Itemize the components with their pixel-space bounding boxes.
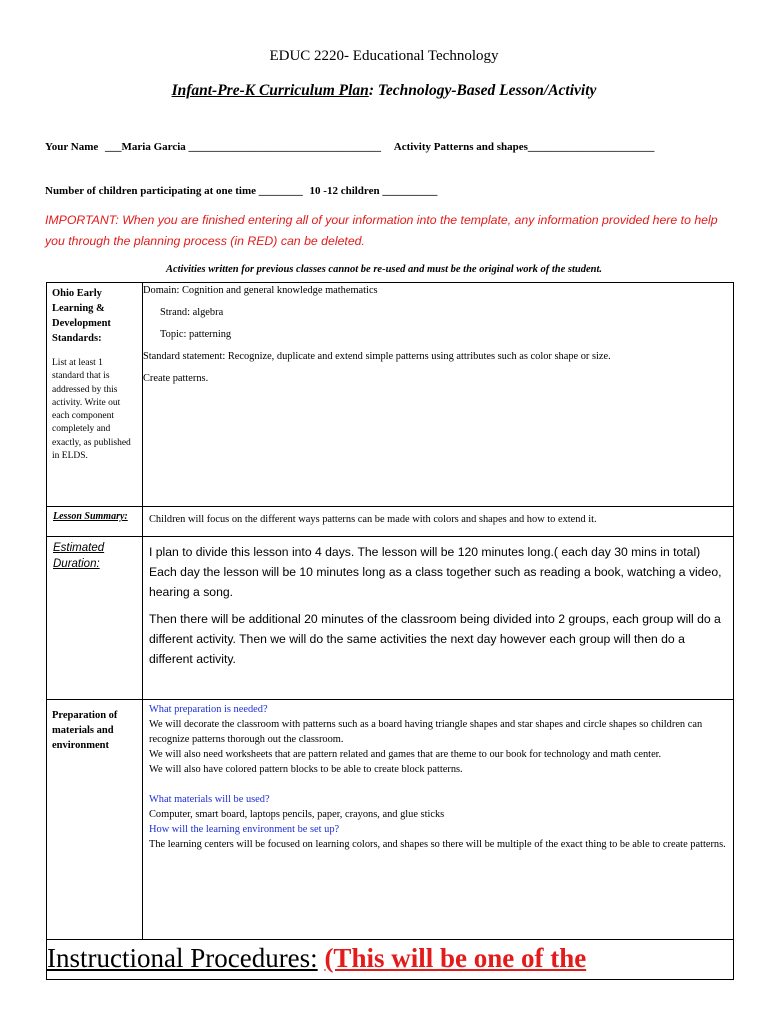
prep-question-environment: How will the learning environment be set up? bbox=[149, 824, 340, 835]
standard-domain: Domain: Cognition and general knowledge mathematics bbox=[143, 285, 378, 296]
prep-question-materials: What materials will be used? bbox=[149, 794, 270, 805]
preparation-row bbox=[47, 700, 734, 940]
activity-blank: _______________________ bbox=[527, 141, 655, 153]
activity-label: Activity Patterns and shapes bbox=[393, 141, 528, 153]
prep-answer-worksheets: We will also need worksheets that are pattern related and games that are theme to our book for technology and math center. bbox=[149, 749, 662, 760]
standards-content-cell bbox=[143, 283, 734, 507]
preparation-content-cell bbox=[143, 700, 734, 940]
children-count-blank-2: __________ bbox=[382, 185, 438, 197]
originality-note: Activities written for previous classes cannot be re-used and must be the original work of the student. bbox=[165, 264, 603, 275]
children-count-row bbox=[45, 185, 437, 197]
duration-row bbox=[47, 537, 734, 700]
procedures-label: Instructional Procedures: bbox=[47, 943, 318, 973]
name-value: ___Maria Garcia ___________________________________ bbox=[105, 141, 382, 153]
standard-topic: Topic: patterning bbox=[160, 329, 232, 340]
standard-statement: Standard statement: Recognize, duplicate and extend simple patterns using attributes such as color shape or size. bbox=[143, 351, 611, 362]
plan-title-rest: Technology-Based Lesson/Activity bbox=[373, 82, 597, 99]
summary-content-cell bbox=[143, 507, 734, 537]
summary-text: Children will focus on the different ways patterns can be made with colors and shapes and how to extend it. bbox=[149, 514, 597, 525]
children-count-blank: ________ bbox=[258, 185, 303, 197]
standards-row bbox=[47, 283, 734, 507]
important-note: IMPORTANT: When you are finished entering all of your information into the template, any information provided here to help you through the planning process (in RED) can be deleted. bbox=[45, 213, 718, 248]
duration-para-1: I plan to divide this lesson into 4 days. The lesson will be 120 minutes long.( each day 30 mins in total) Each day the lesson will be 10 minutes long as a class together such as reading a book, watching a video, hearing a song. bbox=[149, 545, 722, 599]
prep-question-needed: What preparation is needed? bbox=[149, 704, 268, 715]
prep-answer-materials: Computer, smart board, laptops pencils, paper, crayons, and glue sticks bbox=[149, 809, 445, 820]
standards-instruction: List at least 1 standard that is addressed by this activity. Write out each component completely and exactly, as published in ELDS. bbox=[52, 358, 131, 462]
plan-title bbox=[0, 82, 768, 100]
procedures-cell bbox=[47, 940, 734, 980]
summary-label-cell bbox=[47, 507, 143, 537]
children-count-label: Number of children participating at one time bbox=[45, 185, 257, 197]
plan-title-colon: : bbox=[368, 82, 374, 99]
duration-para-2: Then there will be additional 20 minutes of the classroom being divided into 2 groups, each group will do a different activity. Then we will do the same activities the next day however each group will then do a different activity. bbox=[149, 612, 721, 666]
procedures-row bbox=[47, 940, 734, 980]
course-title: EDUC 2220- Educational Technology bbox=[269, 48, 499, 64]
standards-label-cell bbox=[47, 283, 143, 507]
duration-label-cell bbox=[47, 537, 143, 700]
procedures-red-note: (This will be one of the bbox=[324, 943, 587, 973]
name-row bbox=[45, 141, 654, 153]
standard-strand: Strand: algebra bbox=[160, 307, 224, 318]
children-count-value: 10 -12 children bbox=[309, 185, 380, 197]
name-label: Your Name bbox=[45, 141, 99, 153]
plan-title-main: Infant-Pre-K Curriculum Plan bbox=[171, 82, 369, 99]
lesson-plan-table bbox=[46, 282, 734, 980]
standard-create: Create patterns. bbox=[143, 373, 209, 384]
summary-row bbox=[47, 507, 734, 537]
preparation-label-cell bbox=[47, 700, 143, 940]
preparation-label: Preparation of materials and environment bbox=[52, 710, 118, 751]
summary-label: Lesson Summary: bbox=[53, 511, 128, 522]
prep-answer-decorate: We will decorate the classroom with patterns such as a board having triangle shapes and star shapes and circle shapes so children can recognize patterns thorough out the classroom. bbox=[149, 719, 703, 745]
duration-label: Estimated Duration: bbox=[53, 542, 105, 570]
duration-content-cell bbox=[143, 537, 734, 700]
prep-answer-blocks: We will also have colored pattern blocks to be able to create block patterns. bbox=[149, 764, 463, 775]
prep-answer-environment: The learning centers will be focused on learning colors, and shapes so there will be multiple of the exact thing to be able to create patterns. bbox=[149, 839, 726, 850]
standards-label: Ohio Early Learning & Development Standards: bbox=[52, 288, 111, 344]
